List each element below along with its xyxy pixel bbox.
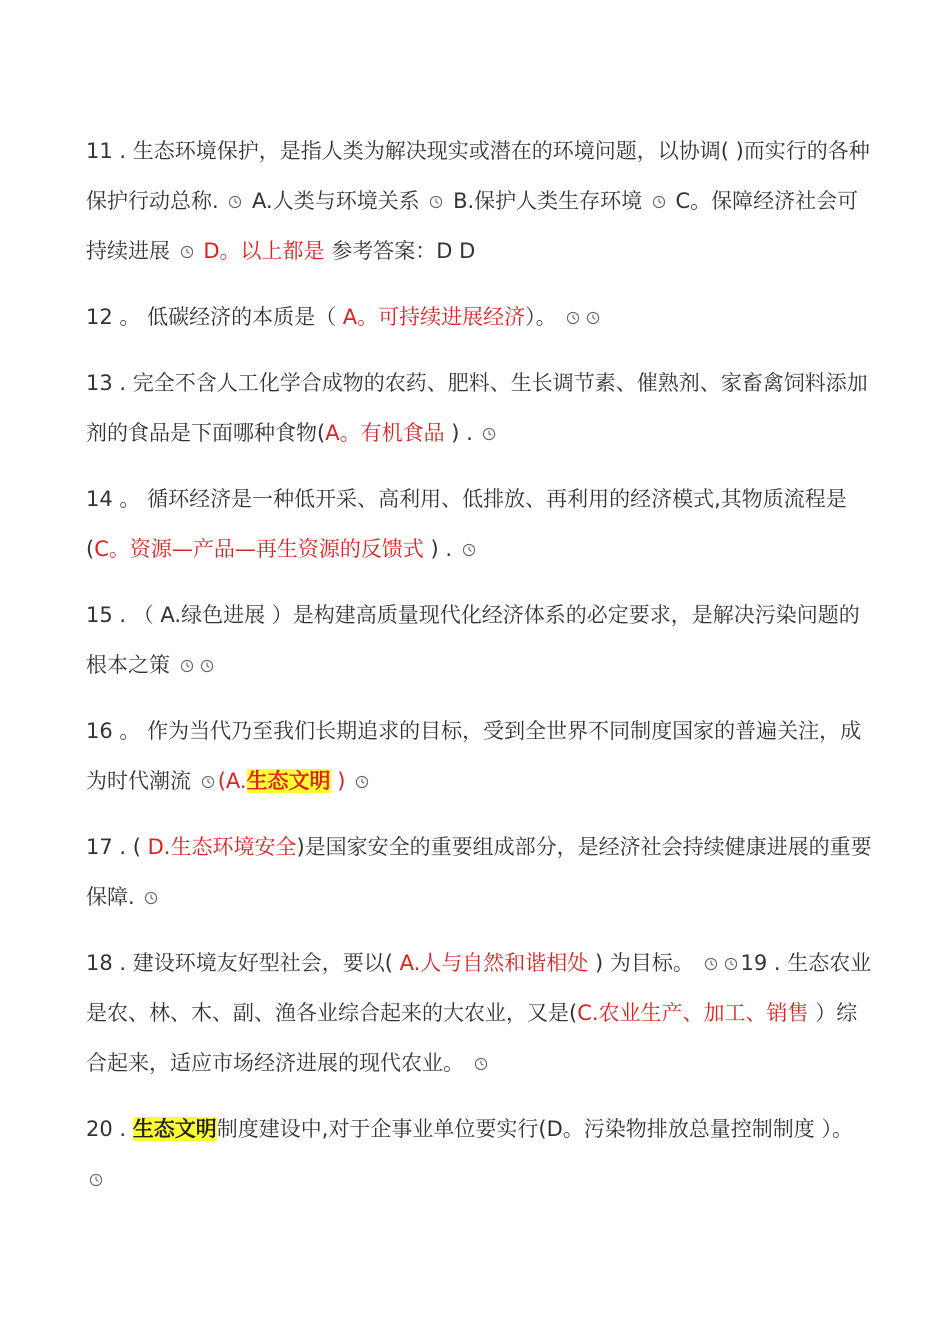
highlighted-answer: 生态文明 — [246, 769, 331, 793]
answer-text: D。以上都是 — [203, 239, 325, 263]
question-q20 — [86, 1104, 876, 1204]
question-text: 参考答案：D D — [324, 239, 476, 263]
question-text: 13 . 完全不含人工化学合成物的农药、肥料、生长调节素、催熟剂、家畜禽饲料添加剂的食品是下面哪种食物( — [86, 371, 868, 445]
question-text: 16 。 作为当代乃至我们长期追求的目标，受到全世界不同制度国家的普遍关注，成为时代潮流 — [86, 719, 862, 793]
question-q17 — [86, 822, 876, 922]
question-q18 — [86, 938, 876, 1088]
question-q11 — [86, 126, 876, 276]
document-page — [86, 126, 876, 1220]
question-q13 — [86, 358, 876, 458]
question-text: ）。 — [525, 305, 564, 329]
clock-icon — [482, 427, 496, 441]
question-text: B.保护人类生存环境 — [446, 189, 649, 213]
answer-text: (A. — [217, 769, 247, 793]
question-text: 14 。 循环经济是一种低开采、高利用、低排放、再利用的经济模式,其物质流程是( — [86, 487, 847, 561]
clock-icon — [652, 195, 666, 209]
question-text: )是国家安全的重要组成部分，是经济社会持续健康进展的重要保障. — [86, 835, 872, 909]
question-text: 11 . 生态环境保护，是指人类为解决现实或潜在的环境问题，以协调( )而实行的各种保护行动总称. — [86, 139, 870, 213]
highlighted-term: 生态文明 — [132, 1117, 217, 1141]
question-text: ）综合起来，适应市场经济进展的现代农业。 — [86, 1001, 858, 1075]
clock-icon — [180, 659, 194, 673]
question-text: C。保障经济社会可持续进展 — [86, 189, 859, 263]
clock-icon — [724, 957, 738, 971]
clock-icon — [462, 543, 476, 557]
answer-text: A。有机食品 — [325, 421, 445, 445]
clock-icon — [355, 775, 369, 789]
answer-text: C。资源—产品—再生资源的反馈式 — [94, 537, 424, 561]
question-text: 19 . 生态农业是农、林、木、副、渔各业综合起来的大农业，又是( — [86, 951, 872, 1025]
clock-icon — [201, 775, 215, 789]
question-q12 — [86, 292, 876, 342]
question-text: A.人类与环境关系 — [245, 189, 427, 213]
clock-icon — [144, 891, 158, 905]
question-text: ) . — [444, 421, 480, 445]
question-q16 — [86, 706, 876, 806]
answer-text: ) — [330, 769, 353, 793]
clock-icon — [704, 957, 718, 971]
question-text: 20 . — [86, 1117, 133, 1141]
clock-icon — [180, 245, 194, 259]
clock-icon — [200, 659, 214, 673]
answer-text: D.生态环境安全 — [147, 835, 297, 859]
answer-text: A.人与自然和谐相处 — [399, 951, 589, 975]
question-text: 15 . （ A.绿色进展 ）是构建高质量现代化经济体系的必定要求，是解决污染问题的根本之策 — [86, 603, 860, 677]
clock-icon — [566, 311, 580, 325]
question-text: 17 . ( — [86, 835, 148, 859]
question-text: ) . — [423, 537, 459, 561]
answer-text: A。可持续进展经济 — [342, 305, 526, 329]
question-text: 制度建设中,对于企事业单位要实行(D。污染物排放总量控制制度 ）。 — [216, 1117, 853, 1141]
question-q15 — [86, 590, 876, 690]
question-q14 — [86, 474, 876, 574]
question-text: 18 . 建设环境友好型社会，要以( — [86, 951, 400, 975]
clock-icon — [474, 1057, 488, 1071]
question-text: ) 为目标。 — [588, 951, 701, 975]
clock-icon — [89, 1173, 103, 1187]
clock-icon — [586, 311, 600, 325]
clock-icon — [429, 195, 443, 209]
answer-text: C.农业生产、加工、销售 — [577, 1001, 809, 1025]
question-text: 12 。 低碳经济的本质是（ — [86, 305, 343, 329]
clock-icon — [228, 195, 242, 209]
